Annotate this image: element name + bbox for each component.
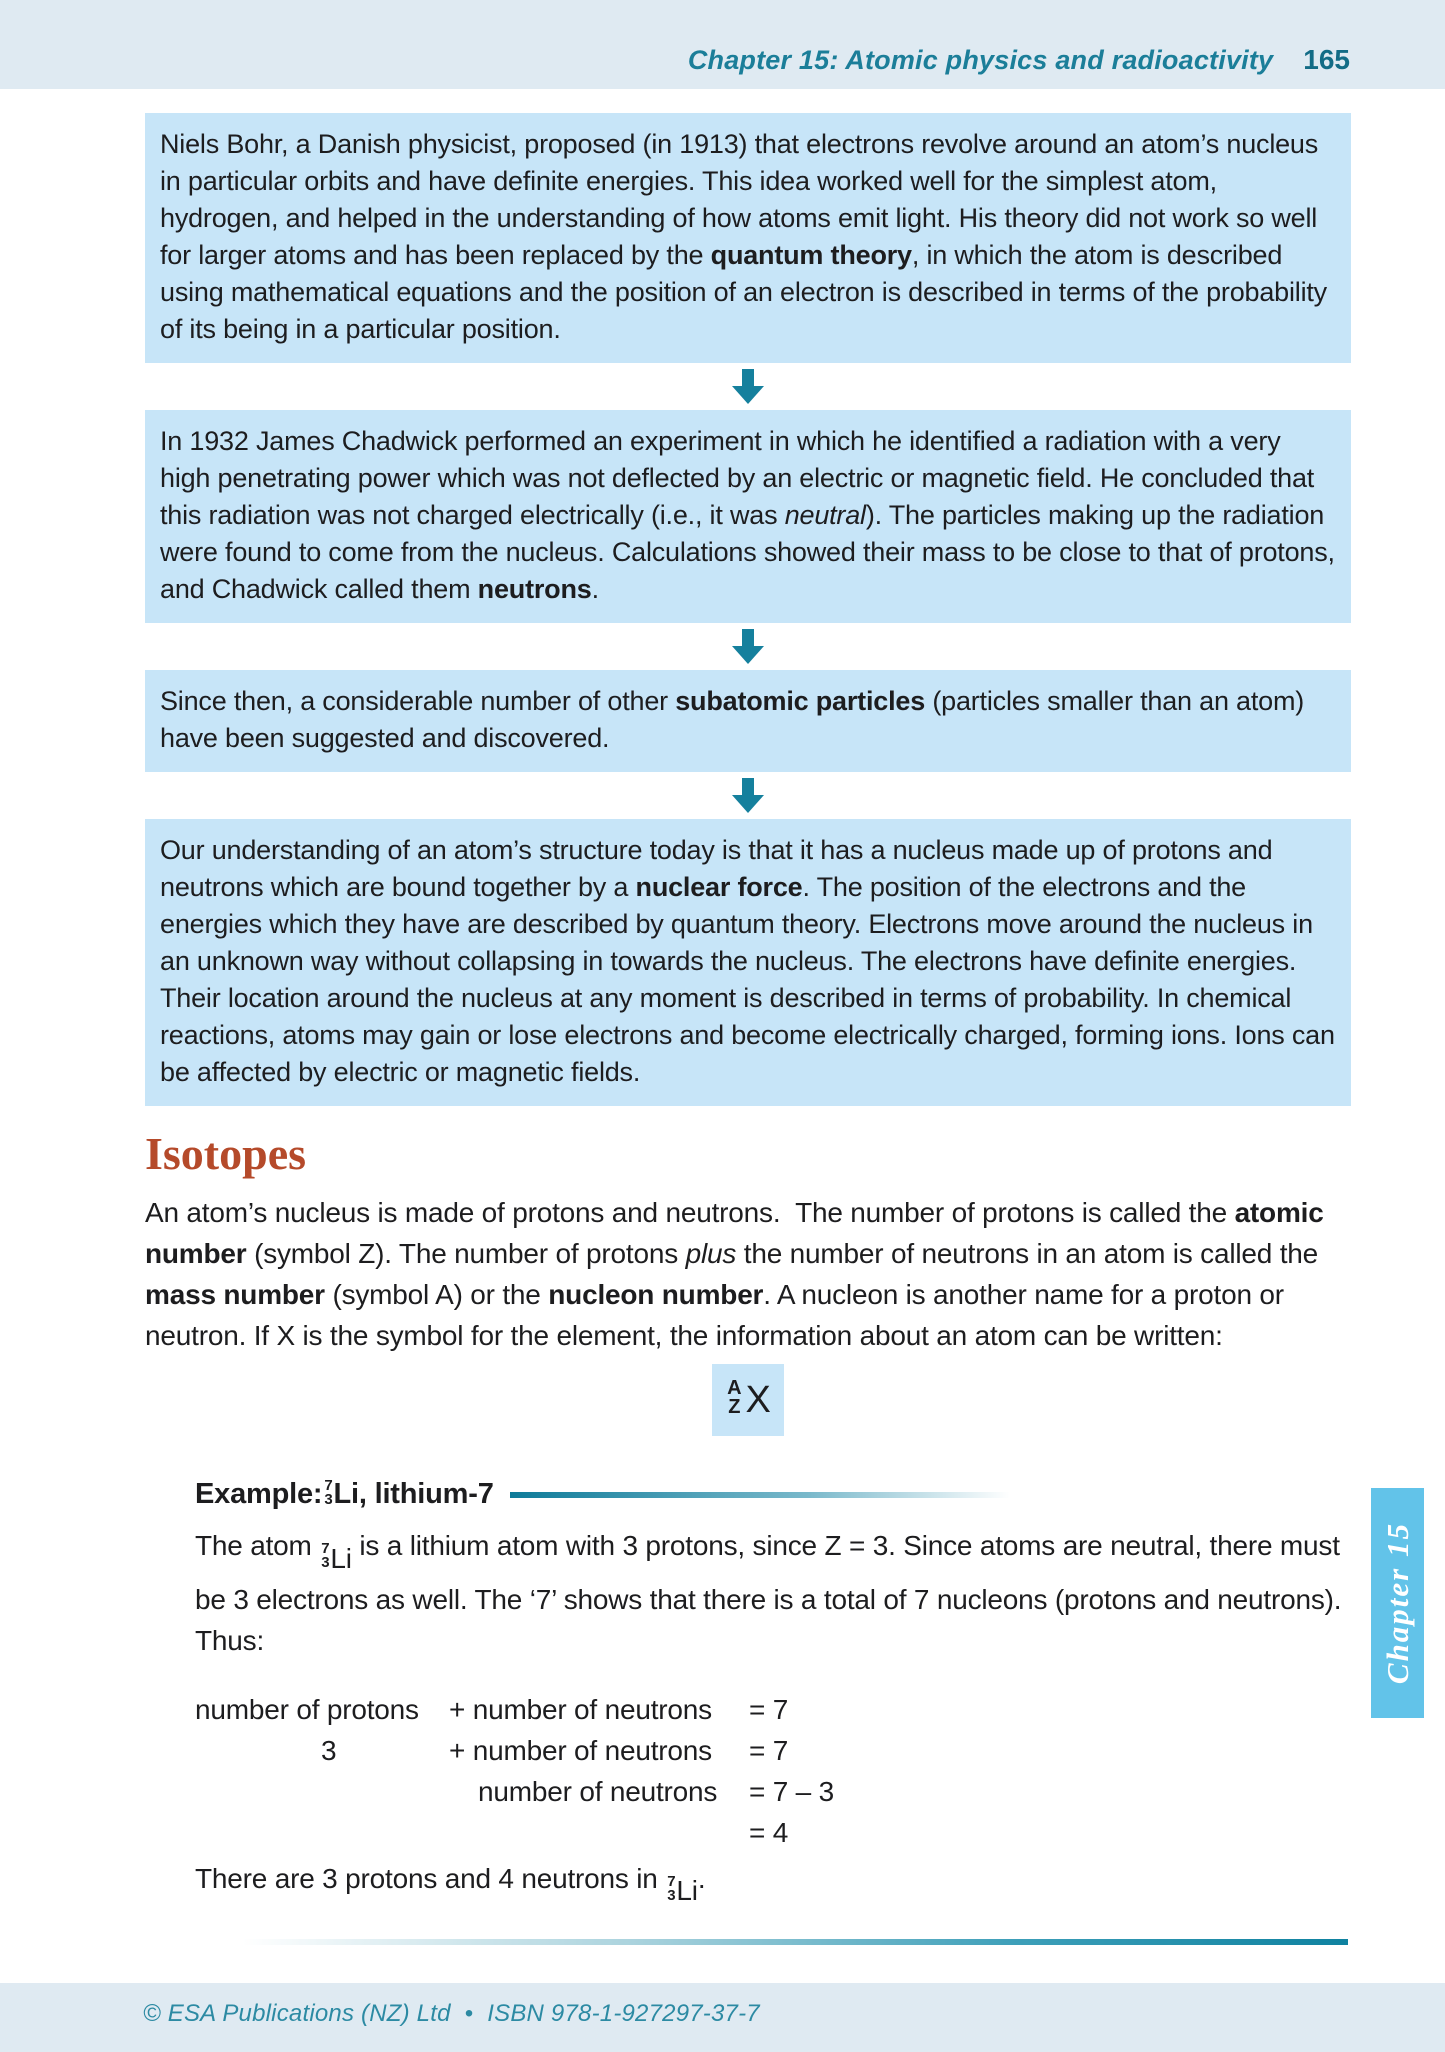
math-row — [195, 1730, 1351, 1771]
math-lhs — [195, 1812, 449, 1853]
example-body-paragraph — [195, 1525, 1351, 1661]
bold-term: nuclear force — [635, 872, 803, 902]
atom-structure-box — [145, 819, 1351, 1106]
bold-term: neutrons — [477, 574, 592, 604]
example-section — [195, 1478, 1351, 1911]
lithium-7-nuclide — [322, 1478, 359, 1511]
paragraph-text: (particles smaller than an atom) have been suggested and discovered. — [160, 686, 1305, 753]
math-mid: number of neutrons — [478, 1775, 718, 1807]
chapter-side-tab — [1371, 1488, 1424, 1718]
isotopes-intro-paragraph — [145, 1192, 1351, 1356]
atom-structure-paragraph — [160, 832, 1337, 1091]
paragraph-text: Since then, a considerable number of other — [160, 686, 676, 716]
bohr-theory-box — [145, 113, 1351, 363]
notation-atomic-number: Z — [728, 1396, 741, 1418]
neutron-calculation — [195, 1689, 1351, 1853]
paragraph-text: , in which the atom is described using mathematical equations and the position of an electron is described in terms of the probability of its being in a particular position. — [160, 240, 1327, 344]
nuclide-stack — [667, 1872, 676, 1904]
paragraph-text: . The position of the electrons and the energies which they have are described by quantum theory. Electrons move around the nucleus in an unknown way without collapsing in towards the nucleus. The electrons have definite energies. Their location around the nucleus at any moment is described in terms of probability. In chemical reactions, atoms may gain or lose electrons and become electrically charged, forming ions. Ions can be affected by electric or magnetic fields. — [160, 872, 1335, 1087]
page-number: 165 — [1303, 44, 1350, 75]
paragraph-text: The atom — [195, 1530, 320, 1561]
footer-isbn: ISBN 978-1-927297-37-7 — [487, 2000, 760, 2027]
lithium-7-nuclide — [665, 1870, 698, 1911]
paragraph-text: There are 3 protons and 4 neutrons in — [195, 1862, 666, 1894]
chapter-header-title: Chapter 15: Atomic physics and radioactivity — [687, 45, 1274, 75]
math-mid: + number of neutrons — [449, 1734, 712, 1766]
chadwick-paragraph — [160, 423, 1337, 608]
math-rhs: = 7 — [749, 1734, 789, 1766]
nuclide-atomic-number: 3 — [667, 1886, 676, 1904]
down-arrow-icon — [732, 778, 764, 813]
bold-term: quantum theory — [710, 240, 912, 270]
math-row — [195, 1812, 1351, 1853]
footer-copyright: © ESA Publications (NZ) Ltd — [143, 2000, 451, 2027]
subatomic-paragraph — [160, 683, 1337, 757]
notation-stack — [727, 1379, 741, 1417]
example-conclusion — [195, 1858, 1351, 1912]
chapter-tab-label: Chapter 15 — [1379, 1521, 1415, 1685]
paragraph-text: In 1932 James Chadwick performed an experiment in which he identified a radiation with a very high penetrating power which was not deflected by an electric or magnetic field. He concluded that this radiation was not charged electrically (i.e., it was — [160, 426, 1315, 530]
paragraph-text: Niels Bohr, a Danish physicist, proposed (in 1913) that electrons revolve around an atom’s nucleus in particular orbits and have definite energies. This idea worked well for the simplest atom, hydrogen, and helped in the understanding of how atoms emit light. His theory did not work so well for larger atoms and has been replaced by the — [160, 129, 1319, 270]
section-end-rule — [242, 1939, 1348, 1945]
lithium-7-nuclide — [319, 1538, 352, 1579]
isotopes-heading: Isotopes — [145, 1128, 307, 1179]
nuclide-notation-box — [712, 1364, 784, 1436]
example-heading — [195, 1478, 1351, 1511]
bold-term: atomic number — [145, 1197, 1324, 1269]
bold-term: subatomic particles — [675, 686, 926, 716]
math-row — [195, 1689, 1351, 1730]
footer-band — [0, 1983, 1445, 2052]
math-mid: + number of neutrons — [449, 1693, 712, 1725]
subatomic-particles-box — [145, 670, 1351, 772]
nuclide-mass-number: 7 — [321, 1540, 330, 1557]
nuclide-symbol: Li — [333, 1478, 359, 1510]
header-band — [0, 0, 1445, 89]
math-lhs: number of protons — [195, 1693, 419, 1725]
arrow-stem — [742, 778, 754, 795]
paragraph-text: ). The particles making up the radiation were found to come from the nucleus. Calculations showed their mass to be close to that of protons, and Chadwick called them — [160, 500, 1335, 604]
arrow-head — [732, 646, 764, 664]
nuclide-mass-number: 7 — [667, 1872, 676, 1890]
chadwick-neutron-box — [145, 410, 1351, 623]
down-arrow-icon — [732, 629, 764, 664]
math-mid — [449, 1812, 749, 1853]
arrow-head — [732, 795, 764, 813]
bohr-theory-paragraph — [160, 126, 1337, 348]
down-arrow-icon — [732, 369, 764, 404]
arrow-head — [732, 386, 764, 404]
italic-term: plus — [685, 1238, 737, 1269]
paragraph-text: . — [697, 1862, 706, 1894]
math-rhs: = 7 — [749, 1693, 789, 1725]
paragraph-text: An atom’s nucleus is made of protons and neutrons. The number of protons is called the — [145, 1197, 1235, 1228]
paragraph-text: (symbol Z). The number of protons — [246, 1238, 686, 1269]
arrow-stem — [742, 369, 754, 386]
paragraph-text: is a lithium atom with 3 protons, since Z = 3. Since atoms are neutral, there must be 3 electrons as well. The ‘7’ shows that there is a total of 7 nucleons (protons and neutrons). Thus: — [195, 1530, 1342, 1656]
arrow-stem — [742, 629, 754, 646]
paragraph-text: . — [591, 574, 599, 604]
nuclide-symbol: Li — [330, 1542, 352, 1574]
math-lhs: 3 — [321, 1734, 337, 1766]
nuclide-stack — [324, 1476, 333, 1508]
nuclide-symbol: Li — [676, 1875, 698, 1906]
bold-term: mass number — [145, 1279, 325, 1310]
math-rhs: = 7 – 3 — [749, 1775, 835, 1807]
main-content — [145, 113, 1351, 1945]
bold-term: nucleon number — [548, 1279, 764, 1310]
nuclide-mass-number: 7 — [324, 1476, 333, 1494]
footer-bullet-separator: • — [464, 2000, 474, 2027]
math-rhs: = 4 — [749, 1816, 789, 1848]
paragraph-text: (symbol A) or the — [324, 1279, 549, 1310]
paragraph-text: the number of neutrons in an atom is called the — [736, 1238, 1319, 1269]
nuclide-atomic-number: 3 — [324, 1490, 333, 1508]
nuclide-stack — [321, 1542, 329, 1570]
notation-element-symbol: X — [745, 1378, 771, 1421]
nuclide-atomic-number: 3 — [321, 1554, 330, 1571]
paragraph-text: . A nucleon is another name for a proton or neutron. If X is the symbol for the element, the information about an atom can be written: — [145, 1279, 1284, 1351]
italic-term: neutral — [784, 500, 866, 530]
math-lhs — [195, 1771, 449, 1812]
example-title-suffix: , lithium-7 — [358, 1478, 494, 1510]
example-divider-rule — [510, 1492, 1010, 1498]
example-label: Example: — [195, 1478, 323, 1510]
notation-mass-number: A — [727, 1377, 742, 1399]
paragraph-text: Our understanding of an atom’s structure today is that it has a nucleus made up of protons and neutrons which are bound together by a — [160, 835, 1273, 902]
math-row — [195, 1771, 1351, 1812]
